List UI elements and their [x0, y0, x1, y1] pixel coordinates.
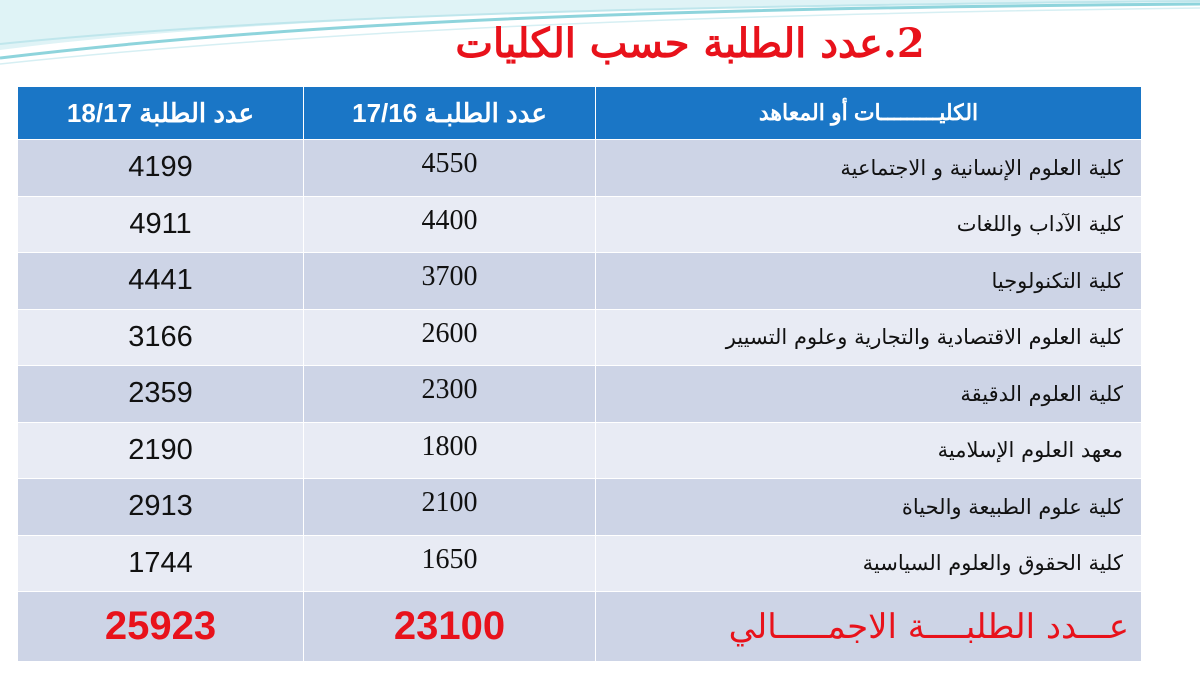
faculty-name: كلية العلوم الاقتصادية والتجارية وعلوم التسيير	[596, 309, 1142, 366]
students-1617-value: 2100	[304, 479, 596, 536]
faculty-name: معهد العلوم الإسلامية	[596, 422, 1142, 479]
table-row	[18, 366, 1142, 423]
header-faculty: الكليـــــــــات أو المعاهد	[596, 87, 1142, 140]
table-row	[18, 479, 1142, 536]
table-row	[18, 140, 1142, 197]
students-1718-value: 2913	[18, 479, 304, 536]
table-row	[18, 196, 1142, 253]
total-label: عـــدد الطلبــــة الاجمـــــالي	[596, 592, 1142, 662]
students-1617-value: 2600	[304, 309, 596, 366]
table-row	[18, 309, 1142, 366]
faculty-name: كلية علوم الطبيعة والحياة	[596, 479, 1142, 536]
header-row	[18, 87, 1142, 140]
students-1617-value: 2300	[304, 366, 596, 423]
students-1617-value: 4550	[304, 140, 596, 197]
faculty-name: كلية الحقوق والعلوم السياسية	[596, 535, 1142, 592]
faculty-name: كلية التكنولوجيا	[596, 253, 1142, 310]
students-1718-value: 1744	[18, 535, 304, 592]
students-1718-value: 2359	[18, 366, 304, 423]
students-1718-value: 2190	[18, 422, 304, 479]
faculty-name: كلية الآداب واللغات	[596, 196, 1142, 253]
students-1718-value: 4911	[18, 196, 304, 253]
students-1617-value: 3700	[304, 253, 596, 310]
total-students-1718: 25923	[18, 592, 304, 662]
table-row	[18, 253, 1142, 310]
faculty-name: كلية العلوم الإنسانية و الاجتماعية	[596, 140, 1142, 197]
header-students-1718: عدد الطلبة 18/17	[18, 87, 304, 140]
header-students-1617: عدد الطلبـة 17/16	[304, 87, 596, 140]
students-1617-value: 1800	[304, 422, 596, 479]
students-1617-value: 4400	[304, 196, 596, 253]
faculty-name: كلية العلوم الدقيقة	[596, 366, 1142, 423]
students-1718-value: 4199	[18, 140, 304, 197]
table-row	[18, 422, 1142, 479]
students-by-faculty-table	[17, 86, 1142, 662]
table-row	[18, 535, 1142, 592]
students-1617-value: 1650	[304, 535, 596, 592]
students-1718-value: 4441	[18, 253, 304, 310]
students-1718-value: 3166	[18, 309, 304, 366]
page-title: 2.عدد الطلبة حسب الكليات	[455, 20, 925, 67]
total-students-1617: 23100	[304, 592, 596, 662]
total-row	[18, 592, 1142, 662]
